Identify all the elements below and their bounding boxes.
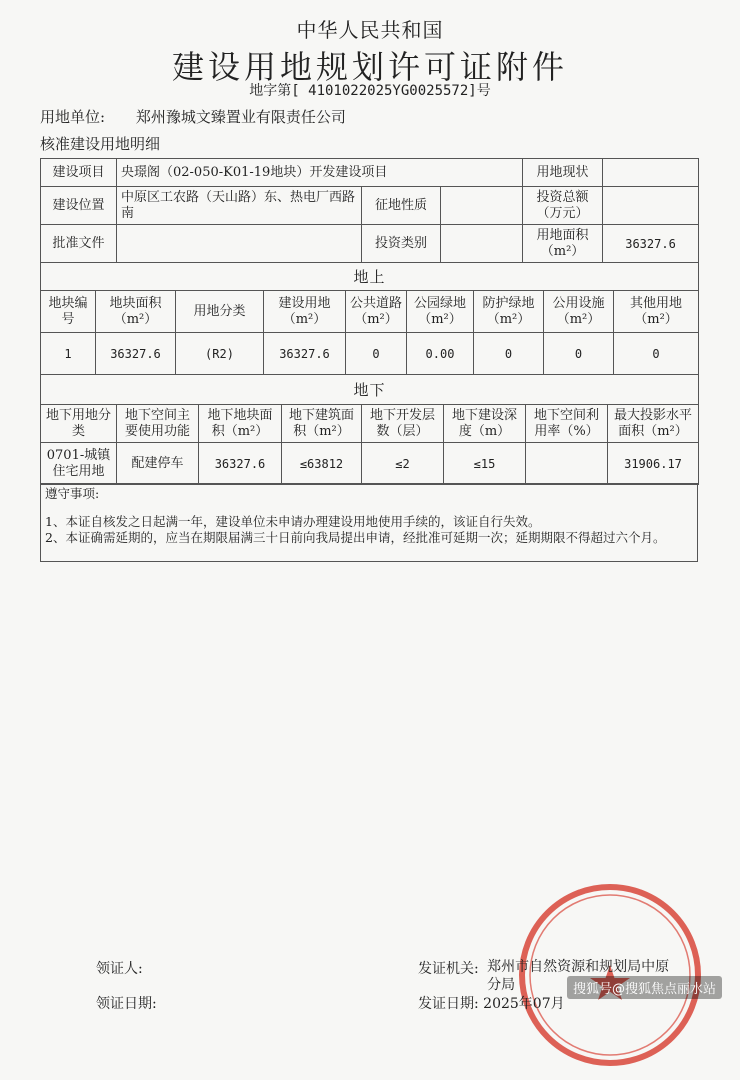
notes-table [40,483,698,562]
above-ground-band: 地上 [41,263,699,291]
notes-title: 遵守事项: [45,486,100,501]
recipient-date-label: 领证日期: [96,996,157,1012]
section-title: 核准建设用地明细 [40,135,161,153]
table-cell: 36327.6 [96,333,176,375]
land-area-value: 36327.6 [603,225,699,263]
project-name-label: 建设项目 [41,159,117,187]
table-header: 公用设施（m²） [544,291,614,333]
table-header: 建设用地（m²） [264,291,346,333]
table-header: 用地分类 [176,291,264,333]
investment-total-label: 投资总额（万元） [523,187,603,225]
table-cell: (R2) [176,333,264,375]
table-header: 地下建设深度（m） [444,405,526,443]
project-info-table [40,158,699,263]
approval-doc-value [117,225,362,263]
issuer-value: 郑州市自然资源和规划局中原分局 [487,959,670,993]
table-cell: 36327.6 [199,443,282,485]
table-cell: 0 [474,333,544,375]
issue-date-label: 发证日期: [418,996,479,1012]
land-number: 4101022025YG0025572 [308,83,469,99]
watermark: 搜狐号@搜狐焦点丽水站 [567,976,722,999]
table-cell: 36327.6 [264,333,346,375]
recipient-label: 领证人: [96,961,143,977]
table-cell: ≤2 [362,443,444,485]
note-item: 2、本证确需延期的，应当在期限届满三十日前向我局提出申请，经批准可延期一次；延期期限不得超过六个月。 [45,530,666,545]
table-cell: 配建停车 [117,443,199,485]
above-ground-table [40,262,699,375]
table-header: 地块编号 [41,291,96,333]
issue-date-value: 2025年07月 [483,996,565,1012]
issue-date-line [418,993,565,1013]
table-cell: 31906.17 [608,443,699,485]
table-header: 公园绿地（m²） [407,291,474,333]
table-cell: ≤15 [444,443,526,485]
table-cell: 0 [614,333,699,375]
land-status-label: 用地现状 [523,159,603,187]
applicant-value: 郑州豫城文臻置业有限责任公司 [135,108,346,126]
table-header: 地下用地分类 [41,405,117,443]
land-number-label: 地字第[ [249,83,300,99]
land-area-label: 用地面积（m²） [523,225,603,263]
table-header: 公共道路（m²） [346,291,407,333]
table-cell: 1 [41,333,96,375]
table-cell: 0 [346,333,407,375]
table-header: 其他用地（m²） [614,291,699,333]
note-item: 1、本证自核发之日起满一年，建设单位未申请办理建设用地使用手续的，该证自行失效。 [45,514,541,529]
table-cell: 0 [544,333,614,375]
approval-doc-label: 批准文件 [41,225,117,263]
table-header: 地下建筑面积（m²） [282,405,362,443]
below-ground-header-row [41,405,699,443]
acquisition-value [441,187,523,225]
table-header: 最大投影水平面积（m²） [608,405,699,443]
table-cell: 0.00 [407,333,474,375]
below-ground-band: 地下 [41,375,699,405]
acquisition-label: 征地性质 [362,187,441,225]
investment-type-value [441,225,523,263]
table-header: 地下开发层数（层） [362,405,444,443]
applicant-line [40,106,346,127]
land-number-suffix: ]号 [468,83,491,99]
table-header: 地下空间主要使用功能 [117,405,199,443]
document-title: 建设用地规划许可证附件 [171,48,568,86]
table-header: 地块面积（m²） [96,291,176,333]
investment-type-label: 投资类别 [362,225,441,263]
below-ground-table [40,374,699,485]
location-value: 中原区工农路（天山路）东、热电厂西路南 [117,187,362,225]
nation-title: 中华人民共和国 [296,18,444,42]
table-cell: 0701-城镇住宅用地 [41,443,117,485]
table-cell: ≤63812 [282,443,362,485]
table-header: 防护绿地（m²） [474,291,544,333]
land-number-line [0,80,740,100]
project-name-value: 央璟阁（02-050-K01-19地块）开发建设项目 [117,159,523,187]
above-ground-header-row [41,291,699,333]
investment-total-value [603,187,699,225]
table-row [41,333,699,375]
applicant-label: 用地单位: [40,108,106,126]
table-header: 地下地块面积（m²） [199,405,282,443]
land-status-value [603,159,699,187]
location-label: 建设位置 [41,187,117,225]
table-row [41,443,699,485]
issuer-label: 发证机关: [418,961,479,977]
table-cell [526,443,608,485]
table-header: 地下空间利用率（%） [526,405,608,443]
